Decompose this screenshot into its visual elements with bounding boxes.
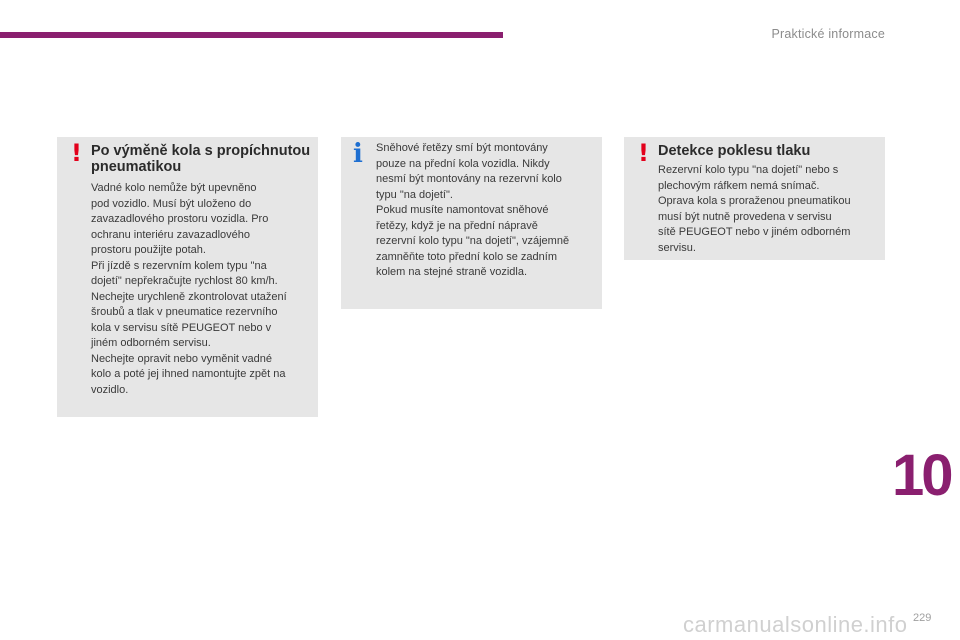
page-number: 229	[913, 612, 932, 624]
box-title: Detekce poklesu tlaku	[658, 143, 811, 159]
chapter-number: 10	[892, 443, 951, 508]
warning-box-spare-wheel	[57, 137, 318, 417]
box-text: Sněhové řetězy smí být montovány pouze na přední kola vozidla. Nikdy nesmí být montovány na rezervní kolo typu "na dojetí". Pokud musíte namontovat sněhové řetězy, když je na přední nápravě rezervní kolo typu "na dojetí", vzájemně zamněňte toto přední kolo se zadním kolem na stejné straně vozidla.	[376, 142, 570, 278]
watermark: carmanualsonline.info	[683, 612, 908, 637]
info-icon: i	[353, 139, 363, 169]
info-box-snow-chains	[341, 137, 602, 309]
section-title: Praktické informace	[771, 27, 885, 41]
box-text: Vadné kolo nemůže být upevněno pod vozidlo. Musí být uloženo do zavazadlového prostoru vozidla. Pro ochranu interiéru zavazadlového prostoru použijte potah. Při jízdě s rezervním kolem typu "na dojetí" nepřekračujte rychlost 80 km/h. Nechejte urychleně zkontrolovat utažení šroubů a tlak v pneumatice rezervního kola v servisu sítě PEUGEOT nebo v jiném odborném servisu. Nechejte opravit nebo vyměnit vadné kolo a poté jej ihned namontujte zpět na vozidlo.	[91, 182, 287, 396]
warning-icon: !	[71, 139, 82, 167]
header-accent-bar	[0, 32, 503, 38]
warning-icon: !	[638, 139, 649, 167]
warning-box-pressure-detection	[624, 137, 885, 260]
box-text: Rezervní kolo typu "na dojetí" nebo s plechovým ráfkem nemá snímač. Oprava kola s proraženou pneumatikou musí být nutně provedena v servisu sítě PEUGEOT nebo v jiném odborném servisu.	[658, 164, 851, 254]
box-title: Po výměně kola s propíchnutou pneumatikou	[91, 143, 311, 175]
